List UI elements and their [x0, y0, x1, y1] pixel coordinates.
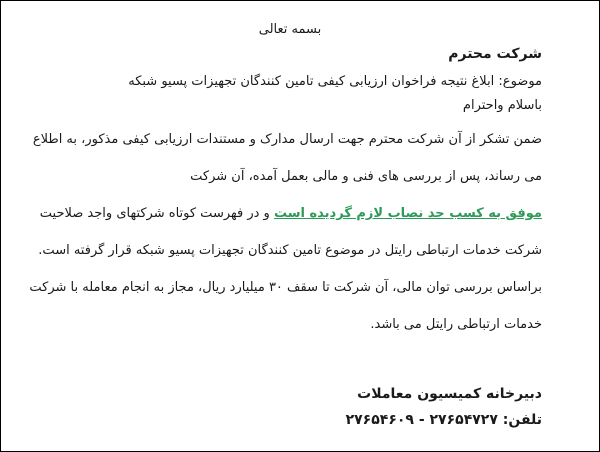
- subject-line: موضوع: ابلاغ نتیجه فراخوان ارزیابی کیفی تامین کنندگان تجهیزات پسیو شبکه: [128, 74, 542, 89]
- paragraph2-line2: خدمات ارتباطی رایتل می باشد.: [370, 317, 542, 332]
- paragraph1-line3-rest: و در فهرست کوتاه شرکتهای واجد صلاحیت: [39, 206, 274, 221]
- phone-numbers: تلفن: ۲۷۶۵۴۷۲۷ - ۲۷۶۵۴۶۰۹: [345, 412, 542, 428]
- paragraph1-line3: [41, 205, 542, 223]
- addressee: شرکت محترم: [448, 46, 542, 62]
- greeting: باسلام واحترام: [462, 98, 542, 113]
- signature: دبیرخانه کمیسیون معاملات: [357, 386, 542, 402]
- paragraph1-line4: شرکت خدمات ارتباطی رایتل در موضوع تامین کنندگان تجهیزات پسیو شبکه قرار گرفته است.: [38, 243, 542, 258]
- paragraph1-line2: می رساند، پس از بررسی های فنی و مالی بعمل آمده، آن شرکت: [190, 169, 542, 184]
- paragraph1-line1: ضمن تشکر از آن شرکت محترم جهت ارسال مدارک و مستندات ارزیابی کیفی مذکور، به اطلاع: [32, 132, 542, 147]
- qualification-result-highlight: موفق به کسب حد نصاب لازم گردیده است: [273, 206, 542, 221]
- paragraph2-line1: براساس بررسی توان مالی، آن شرکت تا سقف ۳۰ میلیارد ریال، مجاز به انجام معامله با شرکت: [29, 280, 542, 295]
- header-title: بسمه تعالی: [258, 22, 322, 37]
